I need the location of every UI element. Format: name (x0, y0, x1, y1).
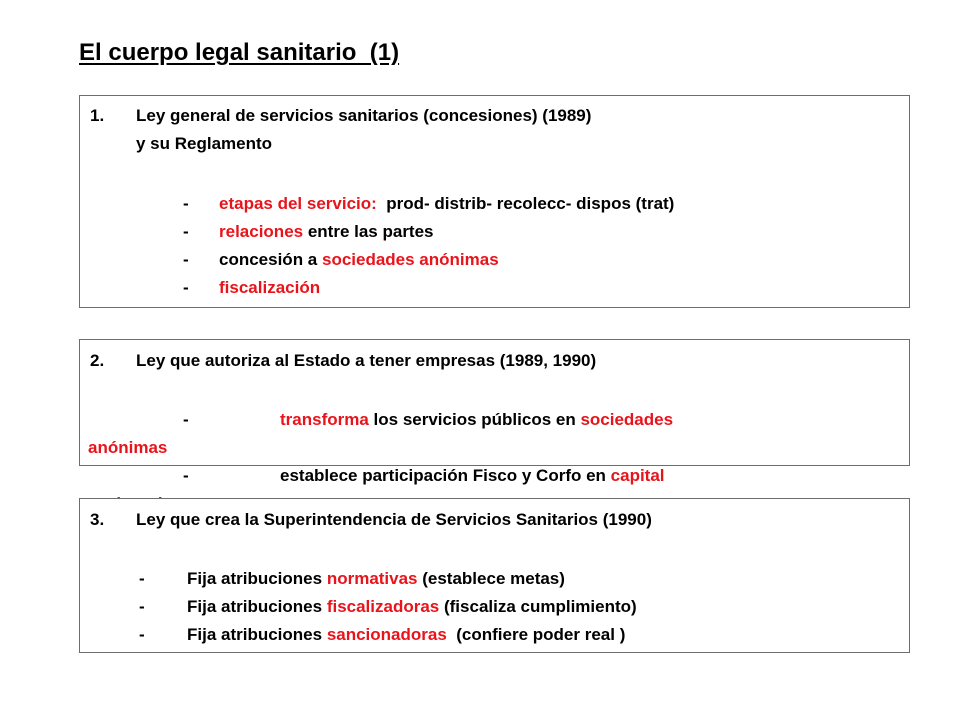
law-1-heading-cont: y su Reglamento (136, 134, 273, 153)
item-text: entre las partes (303, 222, 434, 241)
highlight-text: sociedades anónimas (321, 250, 499, 269)
law-1-item (183, 250, 499, 270)
highlight-text: sancionadoras (326, 625, 447, 644)
highlight-text: fiscalización (219, 278, 321, 297)
law-1-item (183, 222, 434, 242)
item-text: (fiscaliza cumplimiento) (439, 597, 637, 616)
law-2-item (183, 410, 673, 430)
highlight-text: fiscalizadoras (326, 597, 440, 616)
highlight-text: relaciones (219, 222, 304, 241)
item-text: Fija atribuciones (187, 625, 327, 644)
highlight-text: capital (610, 466, 665, 485)
law-3-number: 3. (90, 510, 105, 529)
item-text: prod- distrib- recolecc- dispos (trat) (376, 194, 675, 213)
item-text: Fija atribuciones (187, 597, 327, 616)
law-3-item (139, 625, 625, 645)
law-1-item (183, 194, 674, 214)
bullet-dash: - (183, 250, 189, 269)
highlight-text: etapas del servicio: (219, 194, 377, 213)
item-text: establece participación Fisco y Corfo en (280, 466, 611, 485)
page-title: El cuerpo legal sanitario (1) (79, 39, 400, 66)
item-text: (establece metas) (417, 569, 565, 588)
highlight-text: transforma (280, 410, 369, 429)
item-text: (confiere poder real ) (446, 625, 626, 644)
law-2-number: 2. (90, 351, 105, 370)
highlight-text: sociedades (580, 410, 674, 429)
law-1-item (183, 278, 320, 298)
law-2-heading (90, 351, 596, 371)
law-2-item-wrap: anónimas (88, 438, 168, 457)
item-text: concesión a (219, 250, 322, 269)
law-2-title: Ley que autoriza al Estado a tener empresas (1989, 1990) (136, 351, 597, 370)
law-1-number: 1. (90, 106, 105, 125)
bullet-dash: - (183, 410, 189, 429)
law-3-item (139, 569, 565, 589)
bullet-dash: - (139, 597, 145, 616)
bullet-dash: - (183, 466, 189, 485)
item-text: los servicios públicos en (368, 410, 581, 429)
bullet-dash: - (183, 222, 189, 241)
law-3-heading (90, 510, 652, 530)
bullet-dash: - (183, 194, 189, 213)
law-3-title: Ley que crea la Superintendencia de Servicios Sanitarios (1990) (136, 510, 652, 529)
law-3-item (139, 597, 637, 617)
bullet-dash: - (139, 569, 145, 588)
highlight-text: normativas (326, 569, 418, 588)
law-1-heading (90, 106, 591, 126)
bullet-dash: - (183, 278, 189, 297)
law-2-item (183, 466, 665, 486)
bullet-dash: - (139, 625, 145, 644)
law-1-title: Ley general de servicios sanitarios (concesiones) (1989) (136, 106, 592, 125)
item-text: Fija atribuciones (187, 569, 327, 588)
